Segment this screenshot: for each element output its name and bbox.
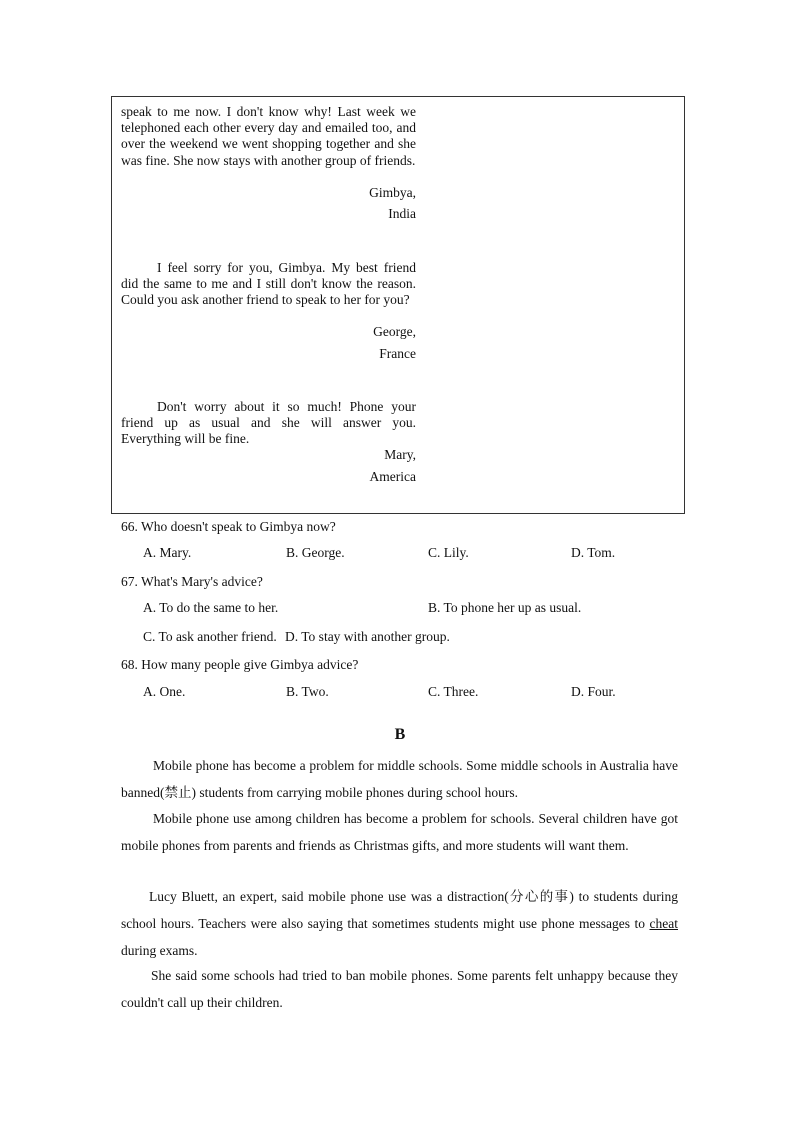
mary-letter-text: Don't worry about it so much! Phone your friend up as usual and she will answer you. Everything will be fine. [121,399,416,447]
passage-paragraph-1 [121,752,678,806]
question-66-option-a[interactable]: A. Mary. [143,545,192,560]
question-68-option-c[interactable]: C. Three. [428,684,479,699]
question-68-option-d[interactable]: D. Four. [571,684,616,699]
passage-paragraph-3-text: Lucy Bluett, an expert, said mobile phone use was a distraction(分心的事) to students during school hours. Teachers were also saying that sometimes students might use phone messages to [121,889,678,931]
passage-paragraph-3 [121,883,678,964]
question-67-option-a[interactable]: A. To do the same to her. [143,600,279,615]
passage-paragraph-2-text: Mobile phone use among children has become a problem for schools. Several children have got mobile phones from parents and friends as Christmas gifts, and more students will want them. [121,811,678,853]
mary-signature-country: America [369,469,416,484]
mary-letter [121,399,416,448]
question-68-option-a[interactable]: A. One. [143,684,186,699]
question-67-option-d[interactable]: D. To stay with another group. [285,629,450,644]
gimbya-letter-text: speak to me now. I don't know why! Last week we telephoned each other every day and emailed too, and over the weekend we went shopping together and she was fine. She now stays with another group of friends. [121,104,416,168]
question-67-stem: 67. What's Mary's advice? [121,574,263,589]
george-letter [121,260,416,309]
george-letter-text: I feel sorry for you, Gimbya. My best friend did the same to me and I still don't know the reason. Could you ask another friend to speak to her for you? [121,260,416,308]
passage-paragraph-1-text: Mobile phone has become a problem for middle schools. Some middle schools in Australia have banned(禁止) students from carrying mobile phones during school hours. [121,758,678,800]
question-67-option-b[interactable]: B. To phone her up as usual. [428,600,582,615]
george-signature-country: France [379,346,416,361]
underlined-word-cheat: cheat [649,916,678,931]
passage-paragraph-3-end: during exams. [121,943,198,958]
section-b-heading: B [394,726,406,743]
question-68-stem: 68. How many people give Gimbya advice? [121,657,359,672]
gimbya-signature-name: Gimbya, [369,185,416,200]
passage-paragraph-4 [121,962,678,1016]
passage-paragraph-4-text: She said some schools had tried to ban mobile phones. Some parents felt unhappy because they couldn't call up their children. [121,968,678,1010]
question-67-option-c[interactable]: C. To ask another friend. [143,629,277,644]
gimbya-signature-country: India [388,206,416,221]
question-66-option-d[interactable]: D. Tom. [571,545,616,560]
question-68-option-b[interactable]: B. Two. [286,684,329,699]
gimbya-letter [121,104,416,169]
george-signature-name: George, [373,324,416,339]
question-66-stem: 66. Who doesn't speak to Gimbya now? [121,519,336,534]
question-66-option-b[interactable]: B. George. [286,545,345,560]
passage-paragraph-2 [121,805,678,859]
question-66-option-c[interactable]: C. Lily. [428,545,469,560]
mary-signature-name: Mary, [384,447,416,462]
